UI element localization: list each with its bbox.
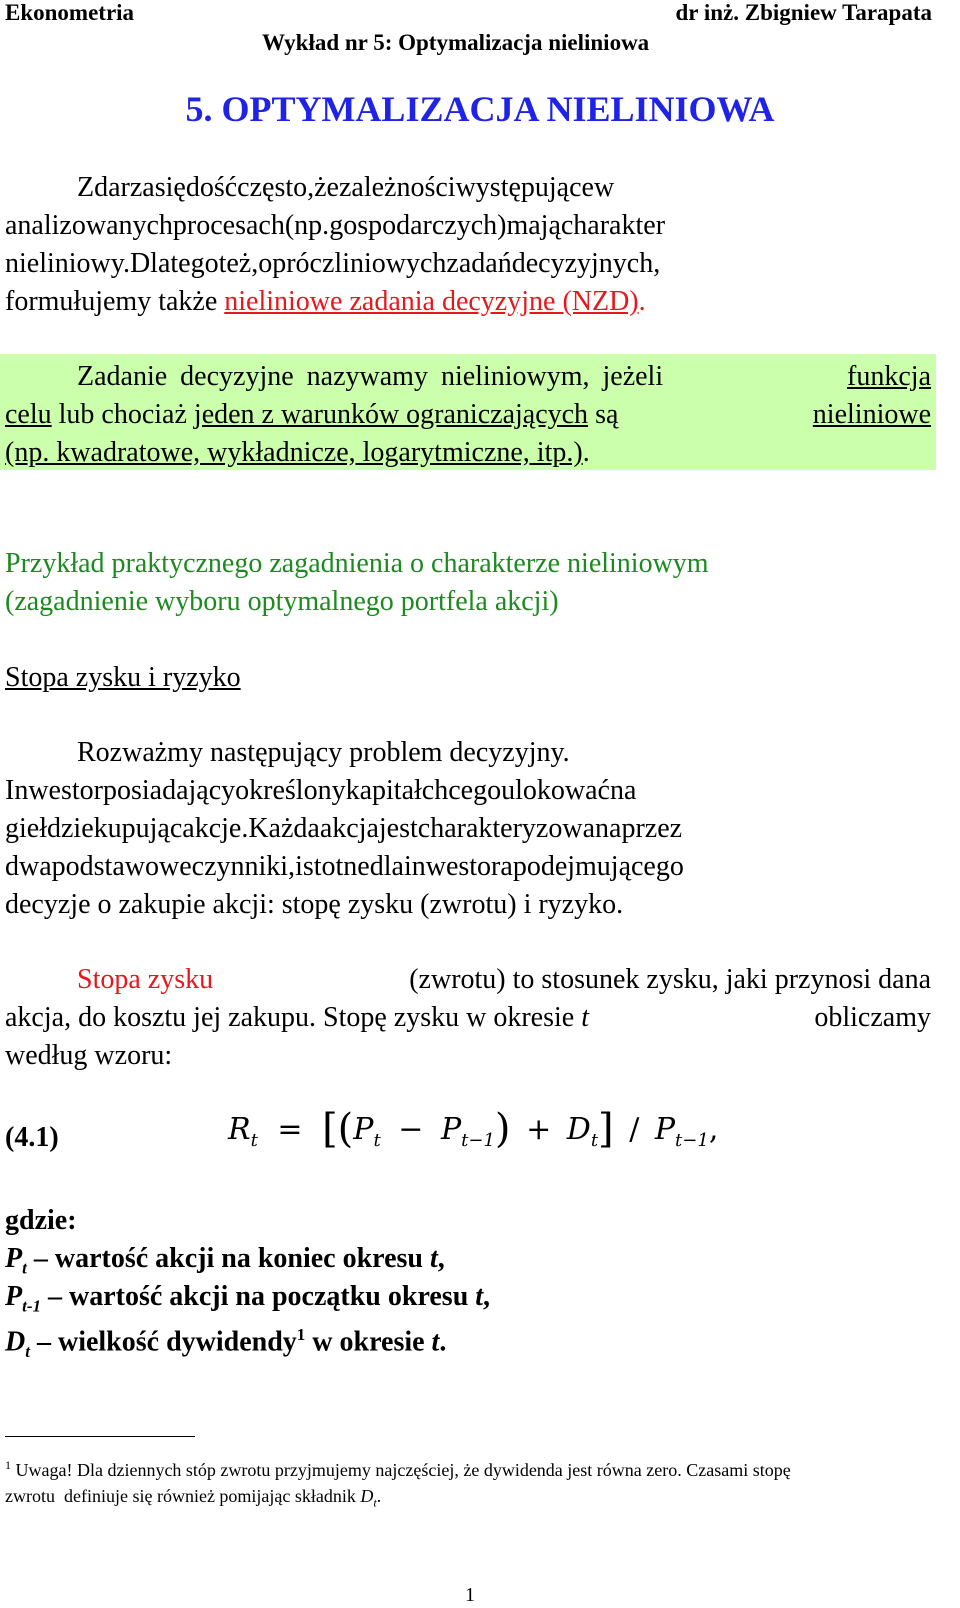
definition-paragraph [5,358,931,472]
intro-line-2 [5,207,931,245]
subheading: Stopa zysku i ryzyko [5,662,241,693]
where-list: gdzie: $P_t$ – wartość akcji na koniec okresu t, $P_{t-1}$ – wartość akcji na początku okresu t, $D_t$ – wielkość dywidendy$^1$ w okresie t. [5,1202,931,1354]
intro-line-3 [5,245,931,283]
word: zależności [338,172,456,203]
word: Zdarza [77,172,155,203]
intro-line-4: formułujemy także nieliniowe zadania decyzyjne (NZD). [5,286,646,317]
word: oprócz [258,248,335,279]
rate-line-2: akcja, do kosztu jej zakupu. Stopę zysku w okresie t obliczamy [5,1002,931,1033]
word: akcje. [182,813,249,844]
problem-paragraph [5,734,931,924]
word: też, [218,248,259,279]
rate-line-3: według wzoru: [5,1040,173,1071]
word: charakter [560,210,666,241]
word: się [154,172,186,203]
word: że [314,172,339,203]
word: istotne [295,851,370,882]
word: dwa [5,851,52,882]
word: podstawowe [51,851,192,882]
nzd-term: nieliniowe zadania decyzyjne (NZD) [224,286,639,317]
word: analizowanych [5,210,173,241]
word: inwestora [403,851,513,882]
rate-line-1: Stopa zysku (zwrotu) to stosunek zysku, jaki przynosi dana [77,964,931,995]
definition-line-3: (np. kwadratowe, wykładnicze, logarytmiczne, itp.). [5,437,590,468]
where-item-pt: $P_t$ – wartość akcji na koniec okresu t, [5,1243,445,1278]
word: kapitał [345,775,422,806]
definition-line-2: celu lub chociaż jeden z warunków ograniczających są nieliniowe [5,399,931,430]
word: często, [237,172,315,203]
word: giełdzie [5,813,94,844]
footnote-rule [5,1436,195,1437]
word: posiadający [102,775,236,806]
word: czynniki, [191,851,296,882]
problem-line-2 [5,772,931,810]
word: kupując [93,813,183,844]
word: nieliniowy. [5,248,130,279]
intro-paragraph [5,169,931,321]
word: gospodarczych) [329,210,507,241]
rate-paragraph [5,961,931,1075]
word: charakteryzowana [417,813,622,844]
where-item-dt: $D_t$ – wielkość dywidendy$^1$ w okresie t. [5,1325,447,1361]
problem-line-3 [5,810,931,848]
word: chce [421,775,474,806]
word: występujące [455,172,594,203]
word: jest [378,813,418,844]
problem-line-4 [5,848,931,886]
word: podejmującego [512,851,684,882]
word: dość [185,172,238,203]
equation-number: (4.1) [5,1122,59,1153]
word: przez [621,813,683,844]
word: (np. [284,210,330,241]
word: liniowych [334,248,447,279]
word: go [473,775,502,806]
word: zadań [446,248,512,279]
where-item-pt1: $P_{t-1}$ – wartość akcji na początku okresu t, [5,1281,491,1316]
page-number: 1 [465,1584,475,1606]
word: Każda [248,813,320,844]
footnote [5,1452,935,1516]
word: procesach [172,210,285,241]
intro-line-1 [77,169,931,207]
word: na [609,775,637,806]
word: w [593,172,615,203]
word: mają [506,210,561,241]
word: ulokować [501,775,610,806]
word: Dlatego [129,248,219,279]
word: określony [235,775,346,806]
footnote-line-2: zwrotu definiuje się również pomijając składnik $D_t$. [5,1486,382,1510]
footnote-line-1: $^1$ Uwaga! Dla dziennych stóp zwrotu przyjmujemy najczęściej, że dywidenda jest równa zero. Czasami stopę [5,1458,791,1480]
word: Inwestor [5,775,103,806]
header-author: dr inż. Zbigniew Tarapata [675,0,932,25]
word: akcja [319,813,379,844]
word: decyzyjnych, [511,248,661,279]
definition-line-1: Zadanie decyzyjne nazywamy nieliniowym, jeżeli funkcja [77,361,931,392]
header-lecture: Wykład nr 5: Optymalizacja nieliniowa [262,30,650,55]
equation-4-1: $R_t = [(P_t - P_{t-1}) + D_t] / P_{t-1}$, [228,1106,719,1152]
problem-line-1: Rozważmy następujący problem decyzyjny. [77,737,570,768]
example-heading: Przykład praktycznego zagadnienia o charakterze nieliniowym (zagadnienie wyboru optymalnego portfela akcji) [5,548,709,617]
header-course: Ekonometria [5,0,135,25]
problem-line-5: decyzje o zakupie akcji: stopę zysku (zwrotu) i ryzyko. [5,889,624,920]
section-title: 5. OPTYMALIZACJA NIELINIOWA [185,89,775,129]
word: dla [369,851,404,882]
